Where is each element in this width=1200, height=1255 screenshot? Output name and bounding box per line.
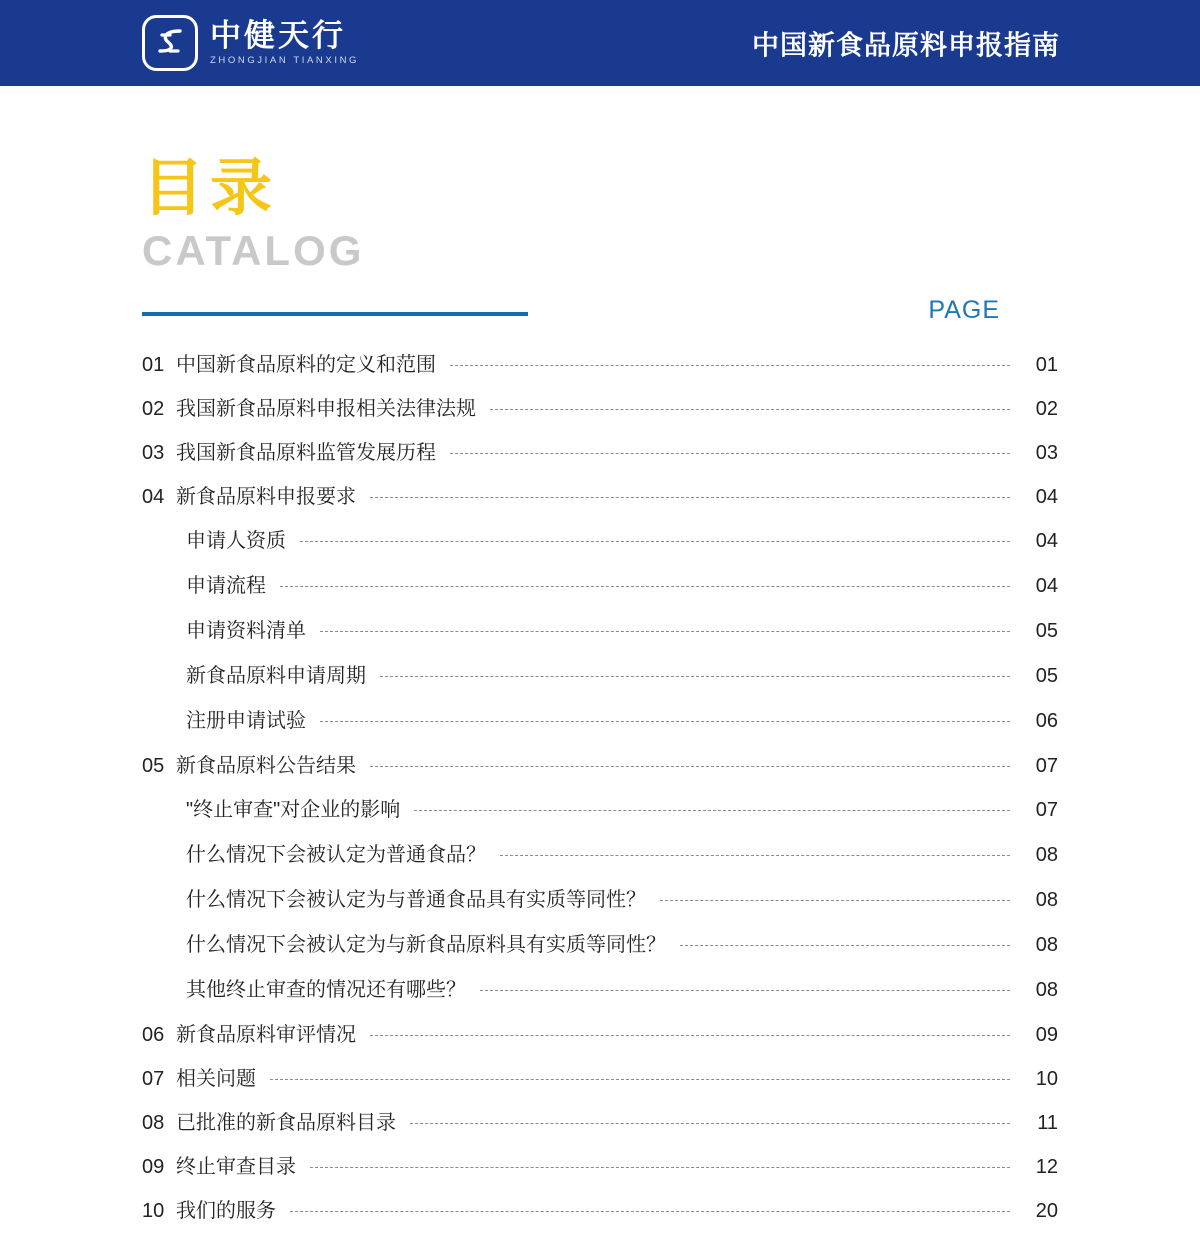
toc-entry-label: 什么情况下会被认定为与新食品原料具有实质等同性？ xyxy=(186,934,666,956)
toc-entry[interactable] xyxy=(142,1150,1058,1194)
toc-entry-label: 注册申请试验 xyxy=(186,710,306,732)
toc-entry-label: "终止审查"对企业的影响 xyxy=(186,799,401,821)
toc-entry-label: 已批准的新食品原料目录 xyxy=(176,1112,396,1134)
toc-entry-number: 08 xyxy=(142,1112,165,1134)
toc-entry-number: 04 xyxy=(142,486,165,508)
toc-leader-dots xyxy=(500,855,1010,856)
toc-entry[interactable] xyxy=(142,973,1058,1018)
toc-leader-dots xyxy=(410,1123,1010,1124)
page-column-label: PAGE xyxy=(928,296,1000,324)
toc-leader-dots xyxy=(370,1035,1010,1036)
toc-entry-label: 新食品原料申请周期 xyxy=(186,665,366,687)
toc-entry-label: 什么情况下会被认定为与普通食品具有实质等同性？ xyxy=(186,889,646,911)
brand-name-cn: 中健天行 xyxy=(210,17,346,53)
toc-entry-page: 11 xyxy=(1037,1112,1058,1134)
toc-entry-label: 终止审查目录 xyxy=(176,1156,296,1178)
brand-logo xyxy=(0,15,359,71)
toc-entry-page: 04 xyxy=(1035,486,1058,508)
toc-entry-label: 新食品原料申报要求 xyxy=(176,486,356,508)
toc-entry[interactable] xyxy=(142,928,1058,973)
toc-leader-dots xyxy=(320,721,1010,722)
toc-entry-label: 申请人资质 xyxy=(186,530,286,552)
catalog-title-cn: 目录 xyxy=(142,154,279,223)
toc-entry[interactable] xyxy=(142,704,1058,749)
toc-entry-label: 什么情况下会被认定为普通食品？ xyxy=(186,844,486,866)
toc-leader-dots xyxy=(290,1211,1010,1212)
toc-entry-number: 05 xyxy=(142,755,165,777)
toc-entry-label: 申请资料清单 xyxy=(186,620,306,642)
toc-entry-number: 06 xyxy=(142,1024,165,1046)
toc-entry-page: 06 xyxy=(1035,710,1058,732)
toc-entry-page: 05 xyxy=(1035,665,1058,687)
document-title: 中国新食品原料申报指南 xyxy=(752,30,1060,61)
toc-entry[interactable] xyxy=(142,883,1058,928)
toc-entry-number: 02 xyxy=(142,398,165,420)
toc-entry[interactable] xyxy=(142,1018,1058,1062)
brand-name-en: ZHONGJIAN TIANXING xyxy=(210,55,360,67)
toc-entry-page: 08 xyxy=(1035,979,1058,1001)
toc-leader-dots xyxy=(660,900,1010,901)
toc-entry-label: 相关问题 xyxy=(176,1068,256,1090)
toc-leader-dots xyxy=(370,766,1010,767)
toc-entry[interactable] xyxy=(142,569,1058,614)
catalog-page xyxy=(0,154,1200,1238)
toc-leader-dots xyxy=(380,676,1010,677)
toc-entry[interactable] xyxy=(142,838,1058,883)
toc-entry-page: 02 xyxy=(1035,398,1058,420)
toc-leader-dots xyxy=(450,453,1010,454)
toc-entry-page: 04 xyxy=(1035,530,1058,552)
toc-leader-dots xyxy=(450,365,1010,366)
toc-entry-label: 我国新食品原料监管发展历程 xyxy=(176,442,436,464)
toc-leader-dots xyxy=(370,497,1010,498)
toc-entry-page: 05 xyxy=(1035,620,1058,642)
company-logo-icon xyxy=(142,15,198,71)
toc-entry[interactable] xyxy=(142,392,1058,436)
page-header xyxy=(0,0,1200,86)
toc-entry-label: 其他终止审查的情况还有哪些？ xyxy=(186,979,466,1001)
toc-entry[interactable] xyxy=(142,793,1058,838)
toc-entry-label: 申请流程 xyxy=(186,575,266,597)
toc-entry-label: 新食品原料审评情况 xyxy=(176,1024,356,1046)
toc-entry-page: 20 xyxy=(1035,1200,1058,1222)
toc-leader-dots xyxy=(414,810,1010,811)
toc-entry-number: 07 xyxy=(142,1068,165,1090)
toc-entry[interactable] xyxy=(142,614,1058,659)
toc-entry[interactable] xyxy=(142,1194,1058,1238)
toc-entry-page: 08 xyxy=(1035,934,1058,956)
toc-entry-page: 07 xyxy=(1035,755,1058,777)
toc-entry-page: 03 xyxy=(1035,442,1058,464)
toc-leader-dots xyxy=(490,409,1010,410)
toc-entry-page: 12 xyxy=(1035,1156,1058,1178)
toc-entry[interactable] xyxy=(142,1062,1058,1106)
toc-leader-dots xyxy=(320,631,1010,632)
toc-entry[interactable] xyxy=(142,348,1058,392)
title-underline xyxy=(142,312,528,316)
toc-entry-page: 01 xyxy=(1035,354,1058,376)
toc-entry-page: 09 xyxy=(1035,1024,1058,1046)
toc-entry-page: 04 xyxy=(1035,575,1058,597)
toc-leader-dots xyxy=(480,990,1010,991)
catalog-header-row xyxy=(142,296,1058,330)
brand-text xyxy=(210,17,360,67)
toc-entry-label: 新食品原料公告结果 xyxy=(176,755,356,777)
toc-leader-dots xyxy=(270,1079,1010,1080)
table-of-contents xyxy=(142,348,1058,1238)
toc-leader-dots xyxy=(310,1167,1010,1168)
toc-entry-page: 08 xyxy=(1035,844,1058,866)
toc-entry-label: 我国新食品原料申报相关法律法规 xyxy=(176,398,476,420)
toc-entry-page: 08 xyxy=(1035,889,1058,911)
toc-leader-dots xyxy=(680,945,1010,946)
toc-entry-number: 03 xyxy=(142,442,165,464)
toc-entry-number: 09 xyxy=(142,1156,165,1178)
toc-entry-label: 中国新食品原料的定义和范围 xyxy=(176,354,436,376)
toc-entry[interactable] xyxy=(142,659,1058,704)
toc-entry-number: 10 xyxy=(142,1200,165,1222)
toc-entry[interactable] xyxy=(142,1106,1058,1150)
toc-entry-page: 10 xyxy=(1035,1068,1058,1090)
toc-leader-dots xyxy=(280,586,1010,587)
catalog-title-en: CATALOG xyxy=(142,227,365,274)
toc-entry[interactable] xyxy=(142,436,1058,480)
toc-entry-label: 我们的服务 xyxy=(176,1200,276,1222)
toc-leader-dots xyxy=(300,541,1010,542)
toc-entry-number: 01 xyxy=(142,354,165,376)
toc-entry[interactable] xyxy=(142,524,1058,569)
toc-entry-page: 07 xyxy=(1035,799,1058,821)
toc-entry[interactable] xyxy=(142,480,1058,524)
toc-entry[interactable] xyxy=(142,749,1058,793)
